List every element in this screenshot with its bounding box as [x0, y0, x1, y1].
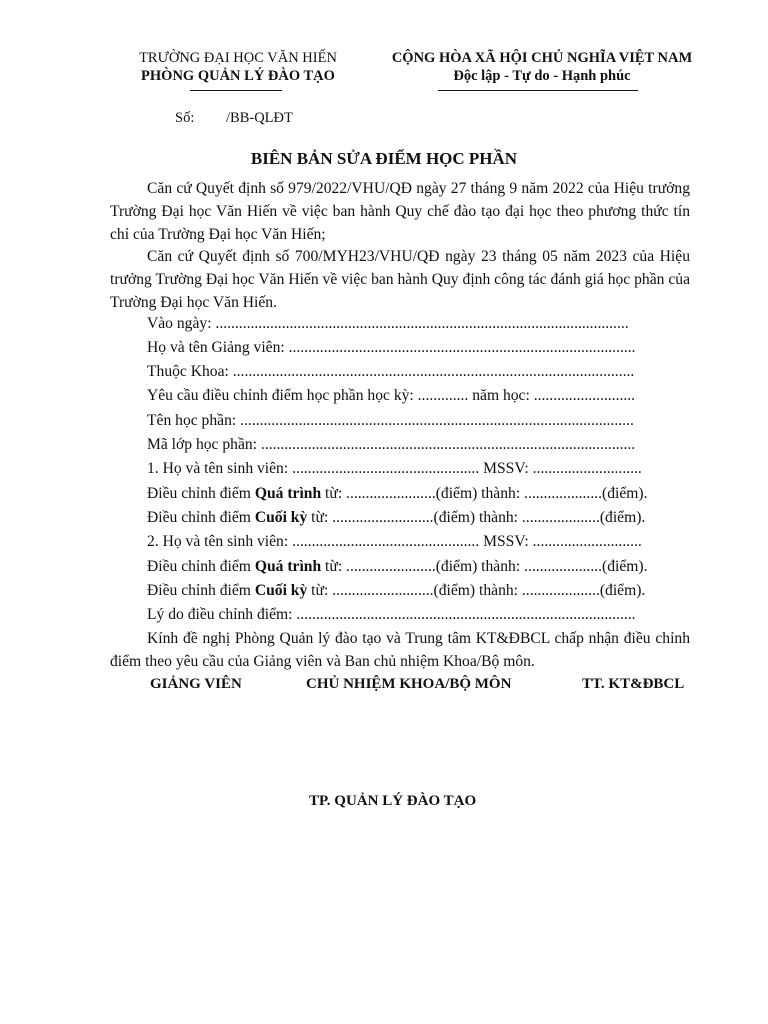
- legal-basis-paragraph-2: Căn cứ Quyết định số 700/MYH23/VHU/QĐ ngày 23 tháng 05 năm 2023 của Hiệu trưởng Trường Đại học Văn Hiến về việc ban hành Quy định công tác đánh giá học phần của Trường Đại học Văn Hiến.: [110, 248, 690, 311]
- header-motto: Độc lập - Tự do - Hạnh phúc: [453, 68, 631, 84]
- field-faculty: Thuộc Khoa: .......................................................................................................: [147, 363, 635, 380]
- header-department-name: PHÒNG QUẢN LÝ ĐÀO TẠO: [141, 68, 335, 84]
- signature-training-head: TP. QUẢN LÝ ĐÀO TẠO: [309, 793, 477, 809]
- student-1-final-grade-line: [147, 506, 645, 529]
- page-title: BIÊN BẢN SỬA ĐIỂM HỌC PHẦN: [250, 149, 518, 168]
- student-2-final-grade-line: [147, 579, 645, 602]
- adjust-prefix: Điều chỉnh điểm: [147, 582, 255, 599]
- signature-lecturer: GIẢNG VIÊN: [150, 676, 242, 692]
- signature-quality-center: TT. KT&ĐBCL: [582, 676, 685, 692]
- header-left-underline: [190, 90, 282, 91]
- field-lecturer-name: Họ và tên Giảng viên: .........................................................................................: [147, 339, 636, 356]
- adjust-prefix: Điều chỉnh điểm: [147, 485, 255, 502]
- field-date: Vào ngày: ..........................................................................................................: [147, 315, 629, 332]
- field-class-code: Mã lớp học phần: ................................................................................................: [147, 436, 636, 453]
- adjust-prefix: Điều chỉnh điểm: [147, 509, 255, 526]
- field-semester-request: Yêu cầu điều chỉnh điểm học phần học kỳ: ............. năm học: ..........................: [147, 387, 636, 404]
- legal-basis-paragraph-1: Căn cứ Quyết định số 979/2022/VHU/QĐ ngày 27 tháng 9 năm 2022 của Hiệu trưởng Trường Đại học Văn Hiến về việc ban hành Quy chế đào tạo đại học theo phương thức tín chỉ của Trường Đại học Văn Hiến;: [110, 180, 690, 243]
- final-grade-label: Cuối kỳ: [254, 582, 308, 599]
- process-grade-label: Quá trình: [254, 485, 322, 502]
- adjust-values: từ: .......................(điểm) thành: ....................(điểm).: [321, 558, 648, 575]
- process-grade-label: Quá trình: [254, 558, 322, 575]
- signature-faculty-head: CHỦ NHIỆM KHOA/BỘ MÔN: [306, 676, 512, 692]
- adjust-prefix: Điều chỉnh điểm: [147, 558, 255, 575]
- field-reason: Lý do điều chỉnh điểm: .......................................................................................: [147, 606, 636, 623]
- document-number-label: Số:: [175, 110, 195, 126]
- student-1-name-line: 1. Họ và tên sinh viên: ................................................ MSSV: ............................: [147, 460, 642, 477]
- header-university-name: TRƯỜNG ĐẠI HỌC VĂN HIẾN: [139, 50, 337, 66]
- student-1-process-grade-line: [147, 482, 648, 505]
- header-country-name: CỘNG HÒA XÃ HỘI CHỦ NGHĨA VIỆT NAM: [391, 50, 693, 66]
- header-right-underline: [438, 90, 638, 91]
- adjust-values: từ: .......................(điểm) thành: ....................(điểm).: [321, 485, 648, 502]
- field-course-name: Tên học phần: .....................................................................................................: [147, 412, 634, 429]
- adjust-values: từ: ..........................(điểm) thành: ....................(điểm).: [307, 509, 646, 526]
- student-2-name-line: 2. Họ và tên sinh viên: ................................................ MSSV: ............................: [147, 533, 642, 550]
- request-paragraph: Kính đề nghị Phòng Quản lý đào tạo và Trung tâm KT&ĐBCL chấp nhận điều chỉnh điểm theo yêu cầu của Giảng viên và Ban chủ nhiệm Khoa/Bộ môn.: [110, 630, 690, 670]
- document-number-value: /BB-QLĐT: [226, 110, 293, 126]
- adjust-values: từ: ..........................(điểm) thành: ....................(điểm).: [307, 582, 646, 599]
- student-2-process-grade-line: [147, 555, 648, 578]
- final-grade-label: Cuối kỳ: [254, 509, 308, 526]
